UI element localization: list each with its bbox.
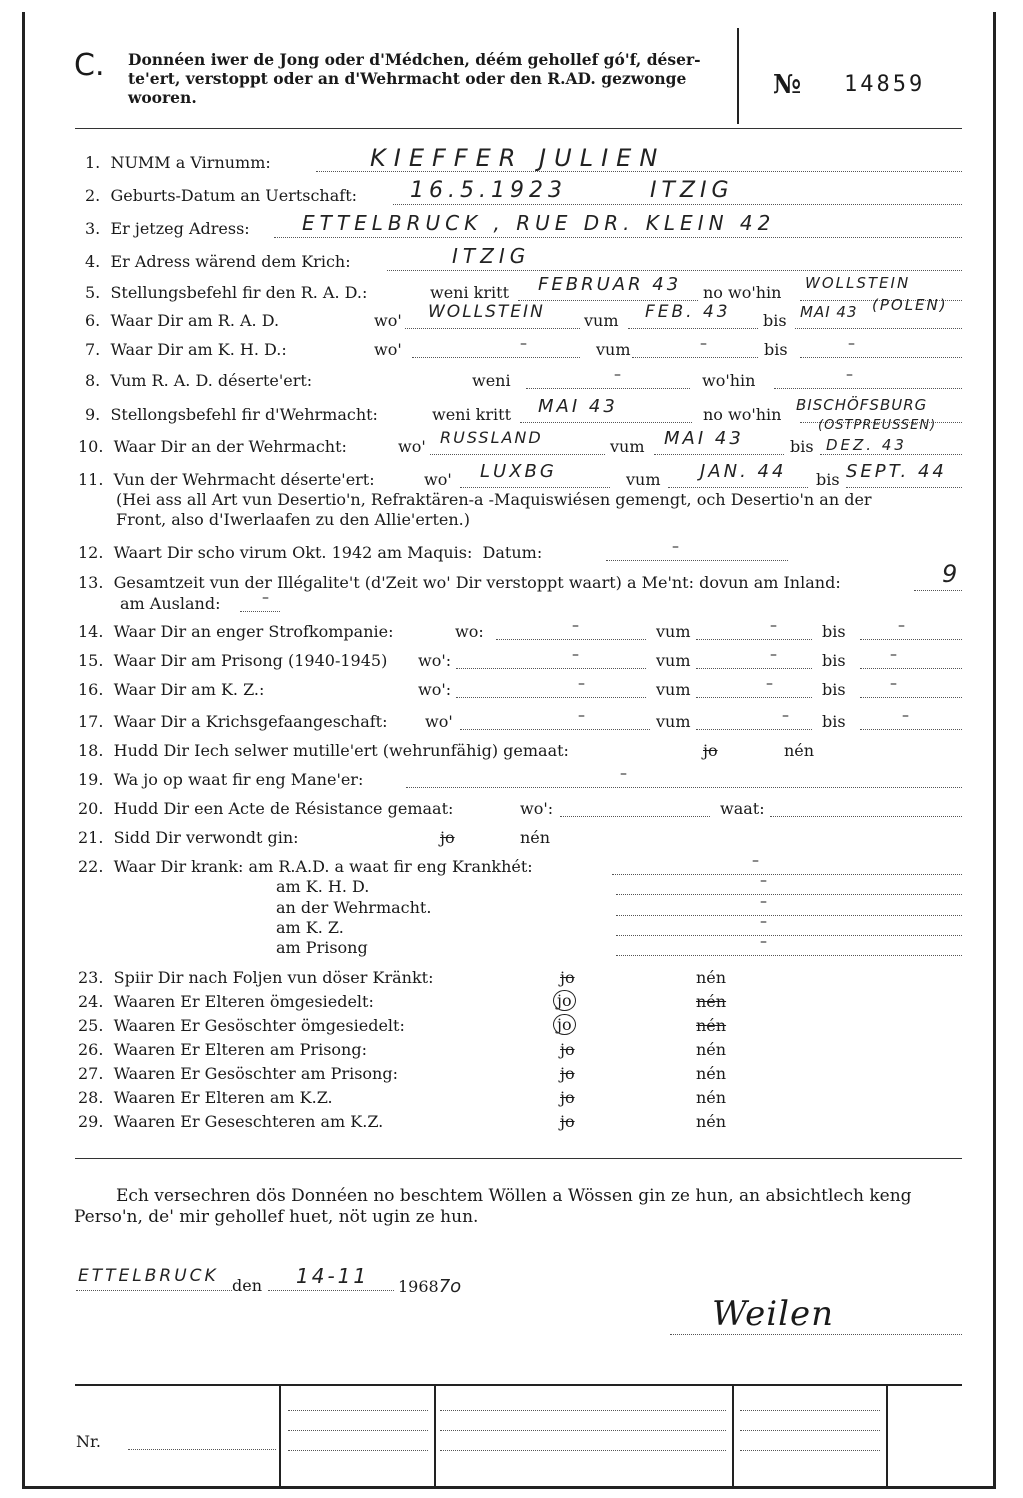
- waat-label: waat:: [720, 799, 765, 818]
- row-num: 12.: [78, 543, 104, 562]
- vum-label: vum: [610, 437, 645, 456]
- answer-nen: nén: [520, 828, 551, 847]
- ausland-label: am Ausland:: [120, 594, 221, 613]
- field-line: [860, 639, 962, 640]
- field-line: [460, 487, 610, 488]
- row-num: 11.: [78, 470, 104, 489]
- vum-label: vum: [626, 470, 661, 489]
- strafkompanie-to: –: [898, 618, 905, 634]
- rad-to: MAI 43: [800, 303, 858, 321]
- row-num: 24.: [78, 992, 104, 1011]
- row-9: [85, 405, 378, 424]
- wo-label: wo':: [520, 799, 554, 818]
- answer-jo: jo: [440, 828, 455, 847]
- row-num: 27.: [78, 1064, 104, 1083]
- current-address: ETTELBRUCK , RUE DR. KLEIN 42: [302, 211, 776, 235]
- bis-label: bis: [764, 340, 788, 359]
- maquis-date: –: [672, 539, 679, 555]
- answer-jo-circled: jo: [553, 1014, 576, 1035]
- vum-label: vum: [656, 622, 691, 641]
- answer-nen: nén: [696, 1064, 727, 1083]
- bis-label: bis: [790, 437, 814, 456]
- section-letter: C.: [74, 48, 105, 83]
- prison-to: –: [890, 647, 897, 663]
- field-line: [560, 816, 710, 817]
- field-line: [412, 357, 580, 358]
- row-num: 5.: [85, 283, 101, 302]
- wo-label: wo:: [455, 622, 484, 641]
- field-line: [696, 697, 812, 698]
- wo-label: wo': [374, 311, 402, 330]
- row-label: Hudd Dir Iech selwer mutille'ert (wehrunfähig) gemaat:: [113, 741, 569, 760]
- answer-jo: jo: [560, 1088, 575, 1107]
- row-label: Waaren Er Elteren am Prisong:: [113, 1040, 367, 1059]
- field-line: [795, 328, 962, 329]
- field-line: [405, 328, 580, 329]
- row-label: Hudd Dir een Acte de Résistance gemaat:: [113, 799, 454, 818]
- header-divider: [737, 28, 739, 124]
- year-handwritten: 7o: [438, 1276, 462, 1297]
- row-label: Waar Dir am K. Z.:: [113, 680, 265, 699]
- row-num: 16.: [78, 680, 104, 699]
- field-line: [860, 668, 962, 669]
- declaration-line2: Perso'n, de' mir gehollef huet, nöt ugin ze hun.: [74, 1207, 479, 1227]
- answer-jo-circled: jo: [553, 990, 576, 1011]
- wo-label: wo':: [418, 651, 452, 670]
- row-3: [85, 219, 250, 238]
- row-27: [78, 1064, 398, 1083]
- row-26: [78, 1040, 367, 1059]
- date-label: Datum:: [482, 543, 543, 562]
- desertion-note-line1: (Hei ass all Art vun Desertio'n, Refraktären-a -Maquiswiésen gemengt, och Desertio'n an der: [116, 490, 872, 509]
- footer-line: [740, 1410, 880, 1411]
- field-line: [496, 639, 646, 640]
- field-line: [606, 560, 788, 561]
- field-line: [632, 357, 758, 358]
- name-value: KIEFFER JULIEN: [370, 144, 666, 172]
- header-title: [128, 50, 701, 107]
- row-label: Vun der Wehrmacht déserte'ert:: [113, 470, 375, 489]
- row-6: [85, 311, 279, 330]
- row-num: 2.: [85, 186, 101, 205]
- field-line: [430, 454, 605, 455]
- pow-from: –: [782, 708, 789, 724]
- field-line: [860, 729, 962, 730]
- bis-label: bis: [816, 470, 840, 489]
- row-22: [78, 857, 533, 876]
- where-label: no wo'hin: [703, 283, 782, 302]
- where-label: no wo'hin: [703, 405, 782, 424]
- field-line: [460, 729, 650, 730]
- row-20: [78, 799, 453, 818]
- row-label: Waar Dir am Prisong (1940-1945): [113, 651, 388, 670]
- row-28: [78, 1088, 333, 1107]
- row-label: NUMM a Virnumm:: [110, 153, 271, 172]
- row-11: [78, 470, 375, 489]
- row-label: Gesamtzeit vun der Illégalite't (d'Zeit wo' Dir verstoppt waart) a Me'nt: dovun am Inland:: [113, 573, 841, 592]
- row-label: Vum R. A. D. déserte'ert:: [110, 371, 313, 390]
- wo-label: wo': [398, 437, 426, 456]
- vum-label: vum: [656, 651, 691, 670]
- field-line: [654, 454, 784, 455]
- row-label: Er Adress wärend dem Krich:: [110, 252, 351, 271]
- row-label: Waaren Er Geseschteren am K.Z.: [113, 1112, 384, 1131]
- field-line: [668, 487, 808, 488]
- answer-nen: nén: [696, 968, 727, 987]
- ausland-months: –: [262, 590, 269, 606]
- footer-line: [740, 1430, 880, 1431]
- row-8: [85, 371, 312, 390]
- desertion-place: LUXBG: [480, 461, 557, 482]
- declaration-line1: Ech versechren dös Donnéen no beschtem Wöllen a Wössen gin ze hun, an absichtlech keng: [116, 1186, 912, 1206]
- field-line: [240, 611, 280, 612]
- khd-to: –: [848, 336, 855, 352]
- illness-wehrmacht: –: [760, 894, 767, 910]
- row-label: Waart Dir scho virum Okt. 1942 am Maquis:: [113, 543, 473, 562]
- kz-place: –: [578, 676, 585, 692]
- wo-label: wo': [424, 470, 452, 489]
- khd-from: –: [700, 336, 707, 352]
- field-line: [774, 388, 962, 389]
- field-line: [268, 1290, 394, 1291]
- field-line: [628, 328, 758, 329]
- strafkompanie-from: –: [770, 618, 777, 634]
- signature-line: [670, 1334, 962, 1335]
- signature-place: ETTELBRUCK: [78, 1266, 219, 1286]
- rad-place: WOLLSTEIN: [428, 302, 545, 322]
- row-1: [85, 153, 271, 172]
- section-rule: [75, 1158, 962, 1159]
- row-label: Waar Dir am K. H. D.:: [110, 340, 287, 359]
- field-line: [696, 668, 812, 669]
- footer-line: [288, 1410, 428, 1411]
- row-num: 18.: [78, 741, 104, 760]
- number-symbol: №: [773, 70, 802, 100]
- row-4: [85, 252, 351, 271]
- illness-rad: –: [752, 853, 759, 869]
- footer-line: [288, 1430, 428, 1431]
- khd-place: –: [520, 336, 527, 352]
- header-title-line: wooren.: [128, 88, 197, 107]
- illness-sub-prison: am Prisong: [276, 938, 368, 957]
- row-19: [78, 770, 363, 789]
- footer-col-divider: [279, 1386, 281, 1486]
- vum-label: vum: [656, 712, 691, 731]
- row-25: [78, 1016, 405, 1035]
- row-label: Waaren Er Elteren am K.Z.: [113, 1088, 333, 1107]
- prison-place: –: [572, 647, 579, 663]
- wehrmacht-order-date: MAI 43: [538, 396, 618, 417]
- row-label: Waar Dir an enger Strofkompanie:: [113, 622, 394, 641]
- row-15: [78, 651, 387, 670]
- birth-place: ITZIG: [650, 178, 734, 203]
- wehrmacht-order-place: BISCHÖFSBURG: [796, 396, 928, 414]
- field-line: [456, 668, 646, 669]
- footer-line: [440, 1410, 726, 1411]
- row-12: [78, 543, 542, 562]
- row-16: [78, 680, 264, 699]
- row-label: Waaren Er Elteren ömgesiedelt:: [113, 992, 374, 1011]
- field-line: [800, 357, 962, 358]
- wehrmacht-from: MAI 43: [664, 428, 744, 449]
- row-14: [78, 622, 393, 641]
- row-label: Stellungsbefehl fir den R. A. D.:: [110, 283, 368, 302]
- answer-nen: nén: [784, 741, 815, 760]
- prison-from: –: [770, 647, 777, 663]
- field-line: [387, 270, 962, 271]
- row-13: [78, 573, 841, 592]
- row-num: 8.: [85, 371, 101, 390]
- header-rule: [75, 128, 962, 129]
- row-label: Er jetzeg Adress:: [110, 219, 250, 238]
- rad-from: FEB. 43: [645, 302, 731, 322]
- row-10: [78, 437, 347, 456]
- illness-khd: –: [760, 873, 767, 889]
- answer-nen: nén: [696, 992, 727, 1011]
- wehrmacht-to: DEZ. 43: [826, 436, 907, 454]
- row-label: Sidd Dir verwondt gin:: [113, 828, 299, 847]
- row-num: 22.: [78, 857, 104, 876]
- row-num: 4.: [85, 252, 101, 271]
- desertion-from: JAN. 44: [700, 461, 787, 482]
- bis-label: bis: [822, 651, 846, 670]
- row-num: 1.: [85, 153, 101, 172]
- field-line: [616, 894, 962, 895]
- form-number: 14859: [844, 72, 926, 97]
- illness-kz: –: [760, 914, 767, 930]
- row-24: [78, 992, 374, 1011]
- row-num: 3.: [85, 219, 101, 238]
- wo-label: wo': [374, 340, 402, 359]
- field-line: [860, 697, 962, 698]
- row-num: 14.: [78, 622, 104, 641]
- pow-to: –: [902, 708, 909, 724]
- footer-line: [440, 1450, 726, 1451]
- where-label: wo'hin: [702, 371, 756, 390]
- footer-line: [440, 1430, 726, 1431]
- field-line: [76, 1290, 232, 1291]
- bis-label: bis: [763, 311, 787, 330]
- row-num: 21.: [78, 828, 104, 847]
- row-label: Wa jo op waat fir eng Mane'er:: [113, 770, 364, 789]
- footer-line: [288, 1450, 428, 1451]
- field-line: [616, 935, 962, 936]
- row-29: [78, 1112, 383, 1131]
- footer-line: [740, 1450, 880, 1451]
- answer-nen: nén: [696, 1112, 727, 1131]
- header-title-line: te'ert, verstoppt oder an d'Wehrmacht oder den R.AD. gezwonge: [128, 69, 687, 88]
- wartime-address: ITZIG: [452, 244, 531, 268]
- illness-sub-khd: am K. H. D.: [276, 877, 370, 896]
- den-label: den: [232, 1276, 263, 1295]
- row-num: 9.: [85, 405, 101, 424]
- row-num: 7.: [85, 340, 101, 359]
- field-line: [406, 787, 962, 788]
- row-num: 17.: [78, 712, 104, 731]
- answer-nen: nén: [696, 1088, 727, 1107]
- footer-nr-label: Nr.: [76, 1432, 101, 1451]
- kz-to: –: [890, 676, 897, 692]
- illness-sub-wehrmacht: an der Wehrmacht.: [276, 898, 432, 917]
- bis-label: bis: [822, 712, 846, 731]
- year-printed: 1968: [398, 1277, 439, 1296]
- footer-col-divider: [886, 1386, 888, 1486]
- field-line: [846, 487, 962, 488]
- row-label: Waaren Er Gesöschter am Prisong:: [113, 1064, 398, 1083]
- row-7: [85, 340, 287, 359]
- field-line: [696, 729, 812, 730]
- rad-order-place: WOLLSTEIN: [805, 274, 911, 292]
- field-line: [914, 590, 962, 591]
- footer-col-divider: [732, 1386, 734, 1486]
- rad-desert-date: –: [614, 367, 621, 383]
- answer-nen: nén: [696, 1016, 727, 1035]
- answer-jo: jo: [560, 1040, 575, 1059]
- answer-jo: jo: [560, 1064, 575, 1083]
- bis-label: bis: [822, 622, 846, 641]
- mutilation-method: –: [620, 766, 627, 782]
- rad-note: (POLEN): [872, 296, 948, 314]
- row-21: [78, 828, 299, 847]
- field-line: [820, 454, 962, 455]
- row-label: Spiir Dir nach Foljen vun döser Kränkt:: [113, 968, 434, 987]
- row-num: 28.: [78, 1088, 104, 1107]
- field-line: [616, 915, 962, 916]
- row-num: 23.: [78, 968, 104, 987]
- field-line: [612, 874, 962, 875]
- rad-order-date: FEBRUAR 43: [538, 274, 682, 295]
- signature-year: [398, 1276, 461, 1297]
- row-label: Waaren Er Gesöschter ömgesiedelt:: [113, 1016, 405, 1035]
- row-label: Waar Dir a Krichsgefaangeschaft:: [113, 712, 388, 731]
- birth-date: 16.5.1923: [410, 178, 567, 203]
- wo-label: wo': [425, 712, 453, 731]
- when-label: weni kritt: [432, 405, 511, 424]
- row-2: [85, 186, 357, 205]
- field-line: [616, 955, 962, 956]
- field-line: [770, 816, 962, 817]
- field-line: [518, 300, 698, 301]
- row-num: 19.: [78, 770, 104, 789]
- field-line: [520, 422, 692, 423]
- wehrmacht-place: RUSSLAND: [440, 428, 543, 447]
- row-label: Geburts-Datum an Uertschaft:: [110, 186, 358, 205]
- footer-col-divider: [434, 1386, 436, 1486]
- footer-rule-top: [75, 1384, 962, 1386]
- desertion-to: SEPT. 44: [846, 461, 947, 482]
- field-line: [456, 697, 646, 698]
- inland-months: 9: [942, 560, 961, 588]
- answer-jo: jo: [560, 1112, 575, 1131]
- strafkompanie-place: –: [572, 618, 579, 634]
- row-num: 13.: [78, 573, 104, 592]
- row-label: Stellongsbefehl fir d'Wehrmacht:: [110, 405, 378, 424]
- header-title-line: Donnéen iwer de Jong oder d'Médchen, déém gehollef gó'f, déser-: [128, 50, 701, 69]
- row-label: Waar Dir an der Wehrmacht:: [113, 437, 347, 456]
- rad-desert-place: –: [846, 367, 853, 383]
- row-label: Waar Dir krank: am R.A.D. a waat fir eng Krankhét:: [113, 857, 533, 876]
- row-18: [78, 741, 569, 760]
- pow-place: –: [578, 708, 585, 724]
- desertion-note-line2: Front, also d'Iwerlaafen zu den Allie'erten.): [116, 510, 470, 529]
- signature: Weilen: [712, 1294, 835, 1334]
- row-num: 15.: [78, 651, 104, 670]
- kz-from: –: [766, 676, 773, 692]
- row-num: 10.: [78, 437, 104, 456]
- field-line: [526, 388, 690, 389]
- signature-date: 14-11: [296, 1264, 370, 1288]
- row-5: [85, 283, 367, 302]
- row-17: [78, 712, 387, 731]
- row-num: 29.: [78, 1112, 104, 1131]
- answer-nen: nén: [696, 1040, 727, 1059]
- answer-jo: jo: [703, 741, 718, 760]
- row-23: [78, 968, 433, 987]
- wehrmacht-order-note: (OSTPREUSSEN): [818, 418, 937, 433]
- vum-label: vum: [656, 680, 691, 699]
- bis-label: bis: [822, 680, 846, 699]
- row-num: 26.: [78, 1040, 104, 1059]
- row-num: 25.: [78, 1016, 104, 1035]
- field-line: [393, 204, 962, 205]
- wo-label: wo':: [418, 680, 452, 699]
- when-label: weni: [472, 371, 511, 390]
- illness-sub-kz: am K. Z.: [276, 918, 344, 937]
- vum-label: vum: [584, 311, 619, 330]
- footer-nr-line: [128, 1449, 276, 1450]
- field-line: [274, 237, 962, 238]
- row-num: 20.: [78, 799, 104, 818]
- illness-prison: –: [760, 934, 767, 950]
- when-label: weni kritt: [430, 283, 509, 302]
- row-label: Waar Dir am R. A. D.: [110, 311, 280, 330]
- field-line: [696, 639, 812, 640]
- vum-label: vum: [596, 340, 631, 359]
- row-num: 6.: [85, 311, 101, 330]
- answer-jo: jo: [560, 968, 575, 987]
